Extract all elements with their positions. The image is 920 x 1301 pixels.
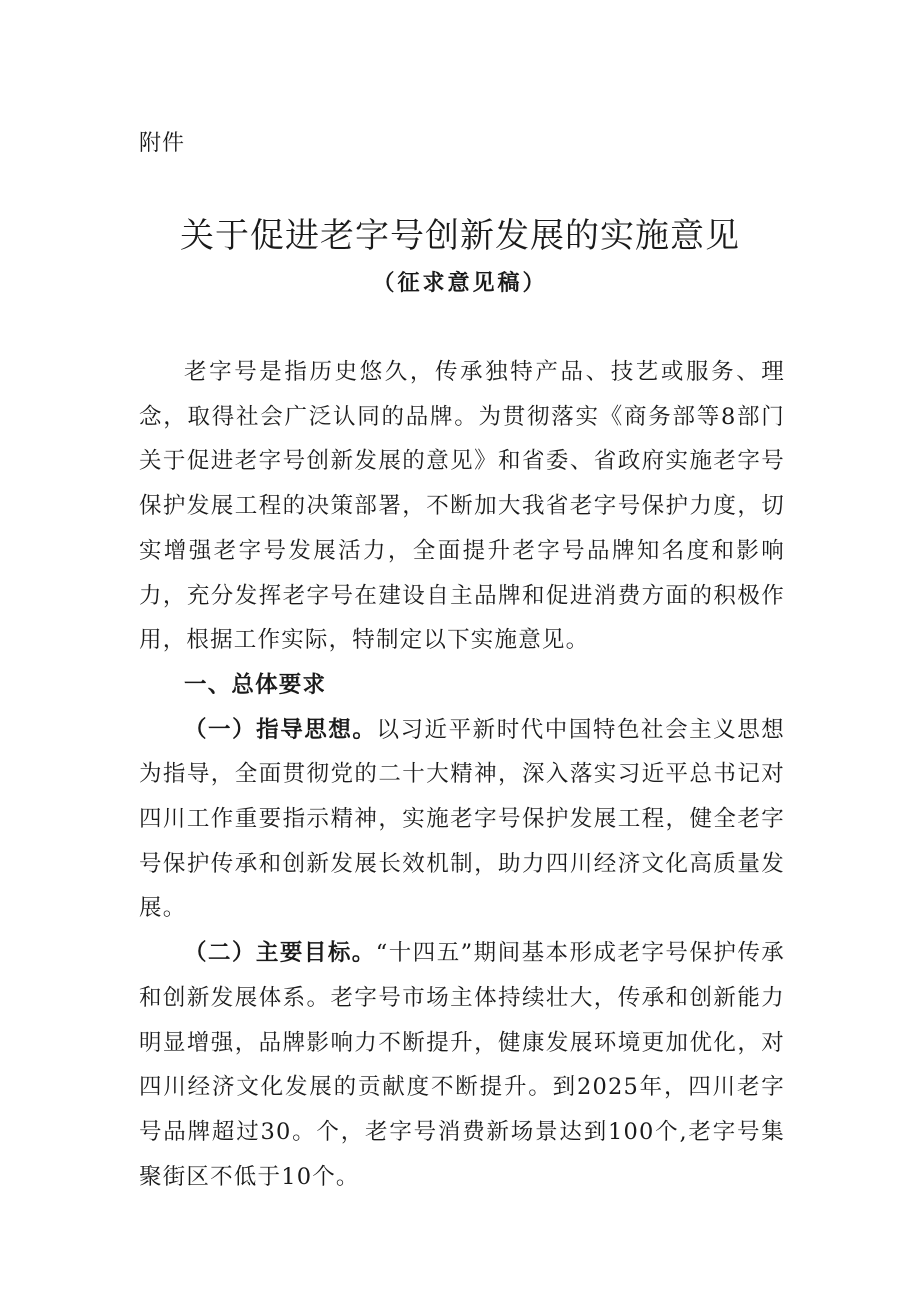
document-body <box>139 350 785 1199</box>
guiding-ideology-label: （一）指导思想。 <box>184 716 377 743</box>
intro-paragraph: 老字号是指历史悠久，传承独特产品、技艺或服务、理念，取得社会广泛认同的品牌。为贯彻落实《商务部等8部门关于促进老字号创新发展的意见》和省委、省政府实施老字号保护发展工程的决策部署，不断加大我省老字号保护力度，切实增强老字号发展活力，全面提升老字号品牌知名度和影响力，充分发挥老字号在建设自主品牌和促进消费方面的积极作用，根据工作实际，特制定以下实施意见。 <box>139 359 785 654</box>
document-title: 关于促进老字号创新发展的实施意见 <box>180 216 740 256</box>
guiding-ideology-text: 以习近平新时代中国特色社会主义思想为指导，全面贯彻党的二十大精神，深入落实习近平总书记对四川工作重要指示精神，实施老字号保护发展工程，健全老字号保护传承和创新发展长效机制，助力四川经济文化高质量发展。 <box>139 716 785 922</box>
document-subtitle: （征求意见稿） <box>372 271 548 296</box>
guiding-ideology-paragraph <box>139 708 785 932</box>
section-heading-general-requirements: 一、总体要求 <box>184 671 327 698</box>
main-goals-text: “十四五”期间基本形成老字号保护传承和创新发展体系。老字号市场主体持续壮大，传承和创新能力明显增强，品牌影响力不断提升，健康发展环境更加优化，对四川经济文化发展的贡献度不断提升。到2025年，四川老字号品牌超过30。个，老字号消费新场景达到100个,老字号集聚街区不低于10个。 <box>139 940 785 1190</box>
main-goals-label: （二）主要目标。 <box>184 940 376 967</box>
attachment-label: 附件 <box>139 131 186 156</box>
main-goals-paragraph <box>139 931 785 1199</box>
